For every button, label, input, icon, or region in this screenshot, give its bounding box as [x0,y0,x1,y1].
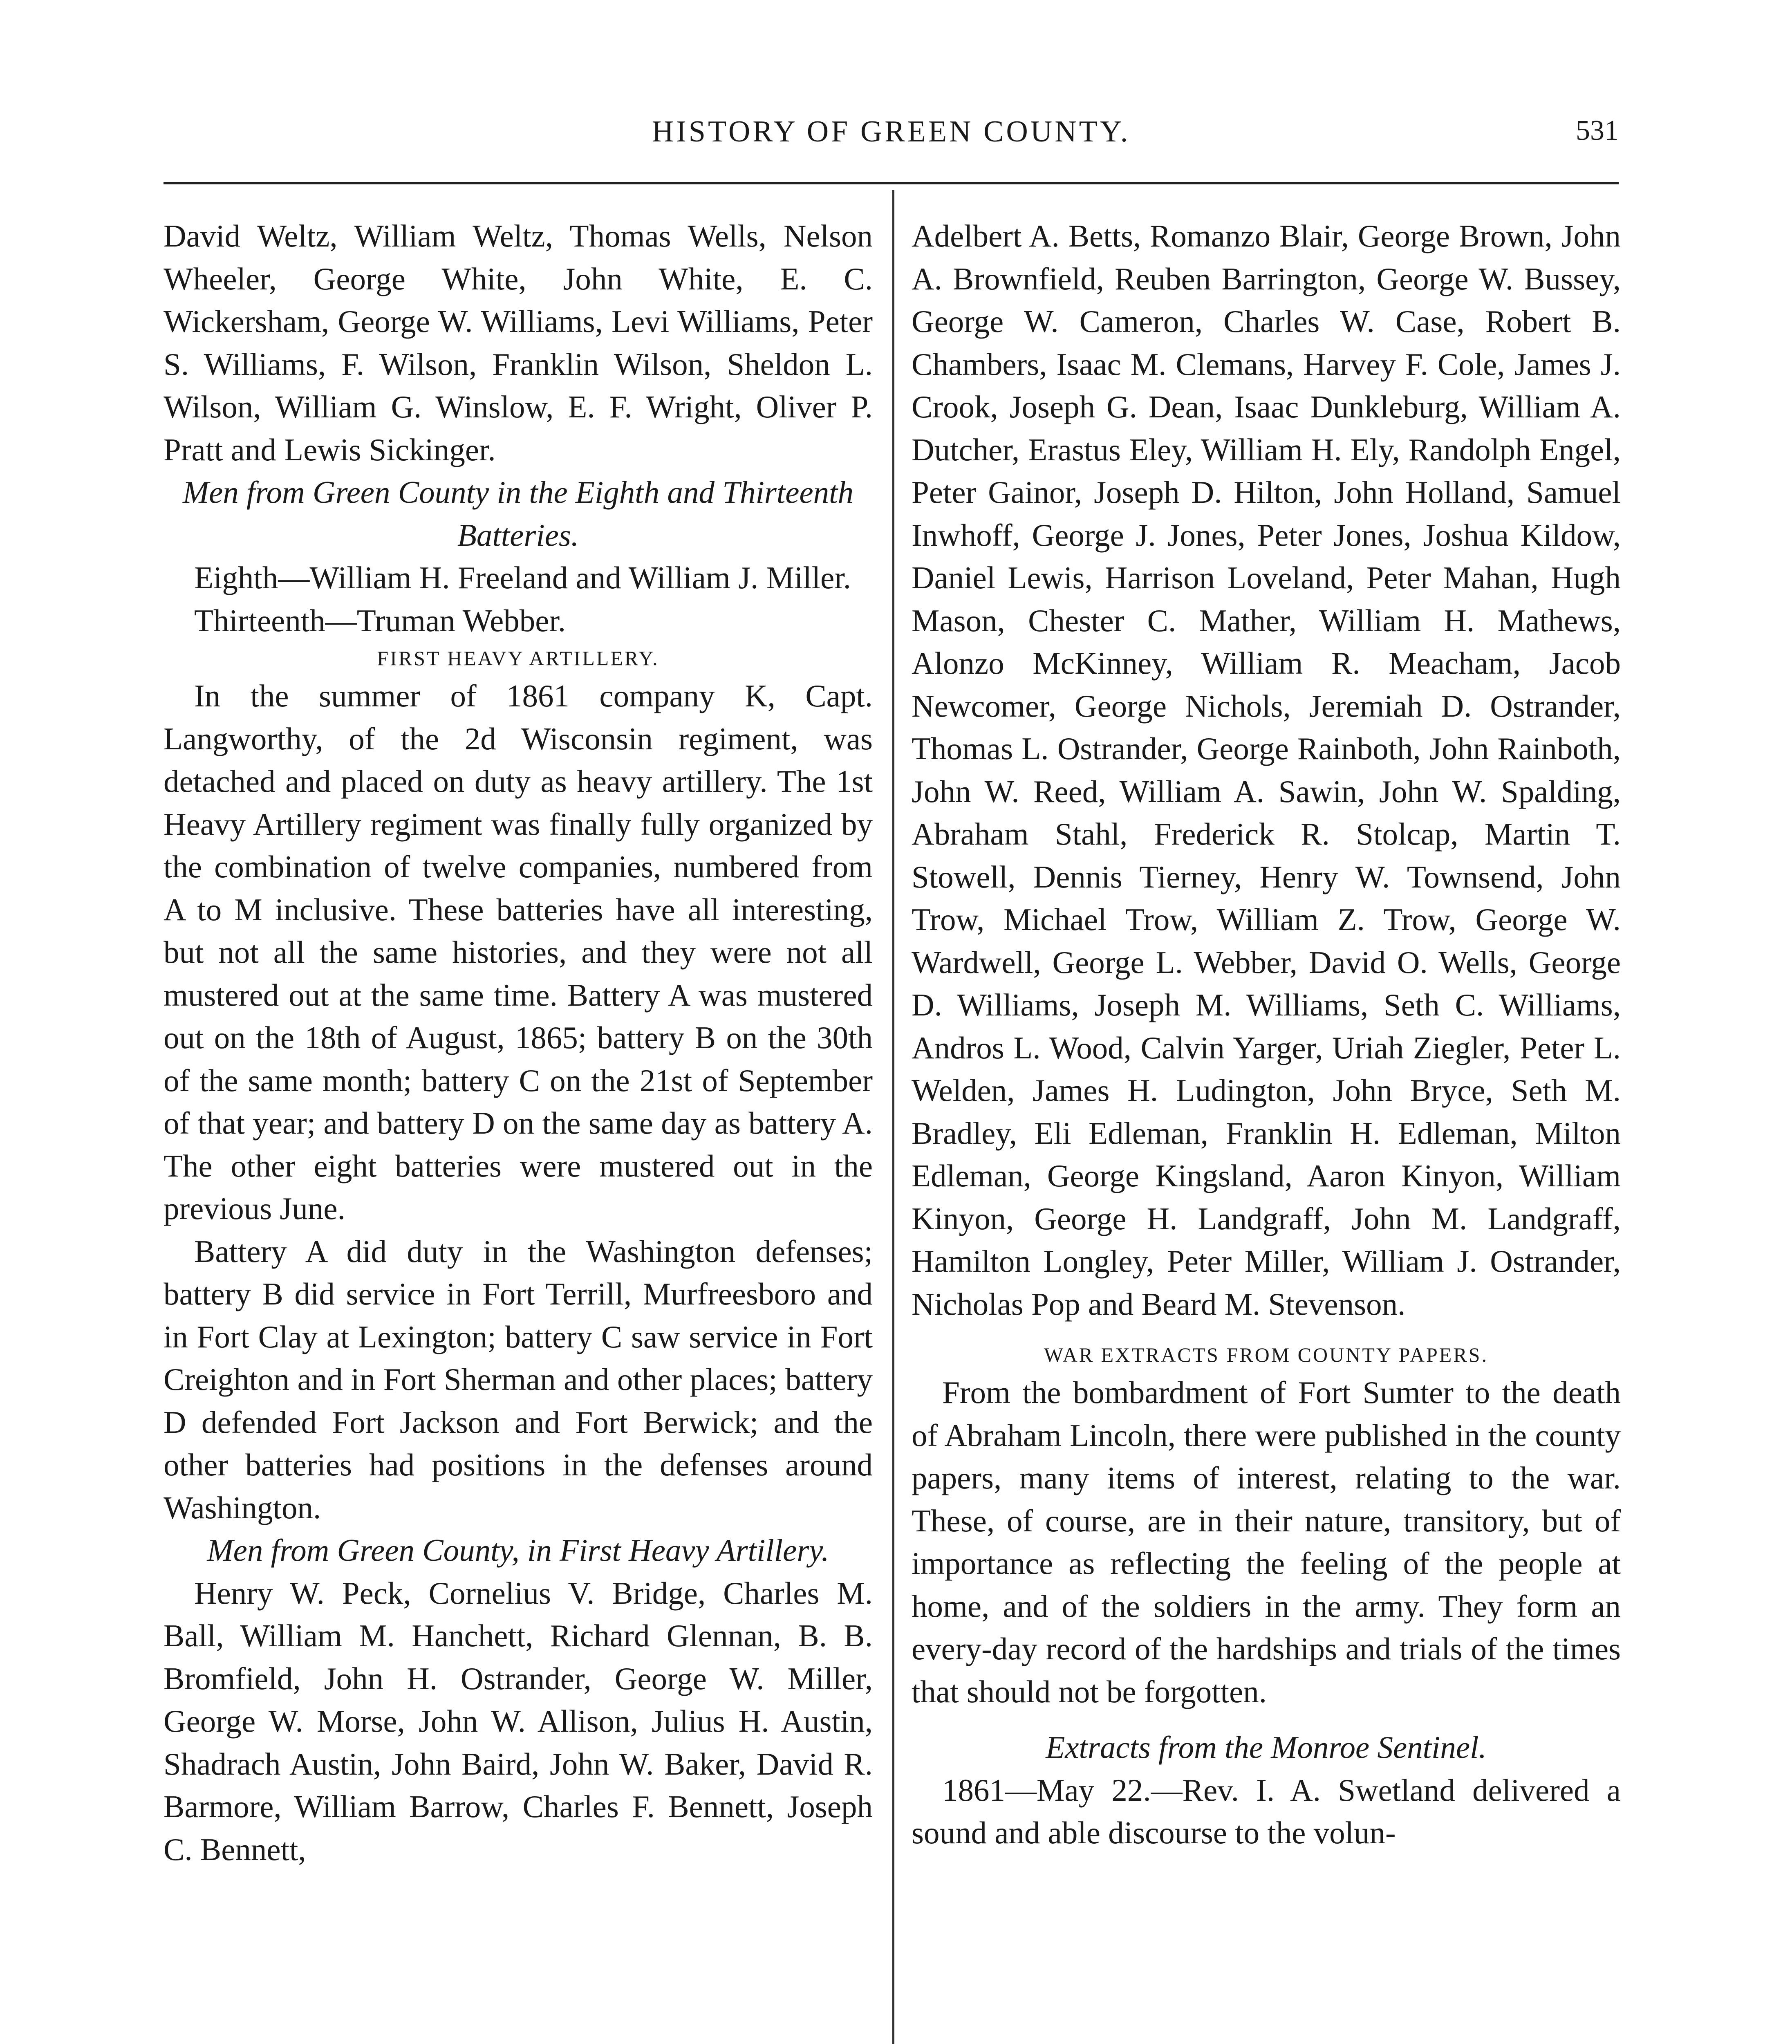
right-column [912,215,1621,1854]
paragraph-artillery-names-continued: Adelbert A. Betts, Romanzo Blair, George Brown, John A. Brownfield, Reuben Barrington, George W. Bussey, George W. Cameron, Charles W. Case, Robert B. Chambers, Isaac M. Clemans, Harvey F. Cole, James J. Crook, Joseph G. Dean, Isaac Dunkleburg, William A. Dutcher, Erastus Eley, William H. Ely, Randolph Engel, Peter Gainor, Joseph D. Hilton, John Holland, Samuel Inwhoff, George J. Jones, Peter Jones, Joshua Kildow, Daniel Lewis, Harrison Loveland, Peter Mahan, Hugh Mason, Chester C. Mather, William H. Mathews, Alonzo McKinney, William R. Meacham, Jacob Newcomer, George Nichols, Jeremiah D. Ostrander, Thomas L. Ostrander, George Rainboth, John Rainboth, John W. Reed, William A. Sawin, John W. Spalding, Abraham Stahl, Frederick R. Stolcap, Martin T. Stowell, Dennis Tierney, Henry W. Townsend, John Trow, Michael Trow, William Z. Trow, George W. Wardwell, George L. Webber, David O. Wells, George D. Williams, Joseph M. Williams, Seth C. Williams, Andros L. Wood, Calvin Yarger, Uriah Ziegler, Peter L. Welden, James H. Ludington, John Bryce, Seth M. Bradley, Eli Edleman, Franklin H. Edleman, Milton Edleman, George Kingsland, Aaron Kinyon, William Kinyon, George H. Landgraff, John M. Landgraff, Hamilton Longley, Peter Miller, William J. Ostrander, Nicholas Pop and Beard M. Stevenson. [912,218,1621,1322]
paragraph-war-extracts: From the bombardment of Fort Sumter to the death of Abraham Lincoln, there were published in the county papers, many items of interest, relating to the war. These, of course, are in their nature, transitory, but of importance as reflecting the feeling of the people at home, and of the soldiers in the army. They form an every-day record of the hardships and trials of the times that should not be forgotten. [912,1375,1621,1709]
header-rule [164,182,1619,184]
paragraph-eighth: Eighth—William H. Freeland and William J. Miller. [194,560,851,595]
heading-first-heavy-artillery: FIRST HEAVY ARTILLERY. [377,647,659,670]
paragraph-names-end: David Weltz, William Weltz, Thomas Wells, Nelson Wheeler, George White, John White, E. C. Wickersham, George W. Williams, Levi Williams, Peter S. Williams, F. Wilson, Franklin Wilson, Sheldon L. Wilson, William G. Winslow, E. F. Wright, Oliver P. Pratt and Lewis Sickinger. [164,218,873,467]
paragraph-artillery-names: Henry W. Peck, Cornelius V. Bridge, Charles M. Ball, William M. Hanchett, Richard Glennan, B. B. Bromfield, John H. Ostrander, George W. Miller, George W. Morse, John W. Allison, Julius H. Austin, Shadrach Austin, John Baird, John W. Baker, David R. Barmore, William Barrow, Charles F. Bennett, Joseph C. Bennett, [164,1575,873,1867]
paragraph-1861-may: 1861—May 22.—Rev. I. A. Swetland delivered a sound and able discourse to the volun- [912,1772,1621,1850]
paragraph-thirteenth: Thirteenth—Truman Webber. [194,603,566,638]
page-number: 531 [1576,115,1619,146]
subheading-first-heavy-artillery: Men from Green County, in First Heavy Artillery. [207,1533,829,1568]
subheading-monroe-sentinel: Extracts from the Monroe Sentinel. [1046,1730,1487,1765]
column-rule [892,190,894,2044]
paragraph-battery-duty: Battery A did duty in the Washington defenses; battery B did service in Fort Terrill, Murfreesboro and in Fort Clay at Lexington; battery C saw service in Fort Creighton and in Fort Sherman and other places; battery D defended Fort Jackson and Fort Berwick; and the other batteries had positions in the defenses around Washington. [164,1233,873,1525]
page-header [164,102,1619,164]
heading-war-extracts: WAR EXTRACTS FROM COUNTY PAPERS. [1044,1343,1488,1366]
subheading-batteries: Men from Green County in the Eighth and Thirteenth Batteries. [182,475,854,553]
running-title: HISTORY OF GREEN COUNTY. [652,115,1131,148]
left-column [164,215,873,1871]
paragraph-summer-1861: In the summer of 1861 company K, Capt. Langworthy, of the 2d Wisconsin regiment, was detached and placed on duty as heavy artillery. The 1st Heavy Artillery regiment was finally fully organized by the combination of twelve companies, numbered from A to M inclusive. These batteries have all interesting, but not all the same histories, and they were not all mustered out at the same time. Battery A was mustered out on the 18th of August, 1865; battery B on the 30th of the same month; battery C on the 21st of September of that year; and battery D on the same day as battery A. The other eight batteries were mustered out in the previous June. [164,678,873,1226]
